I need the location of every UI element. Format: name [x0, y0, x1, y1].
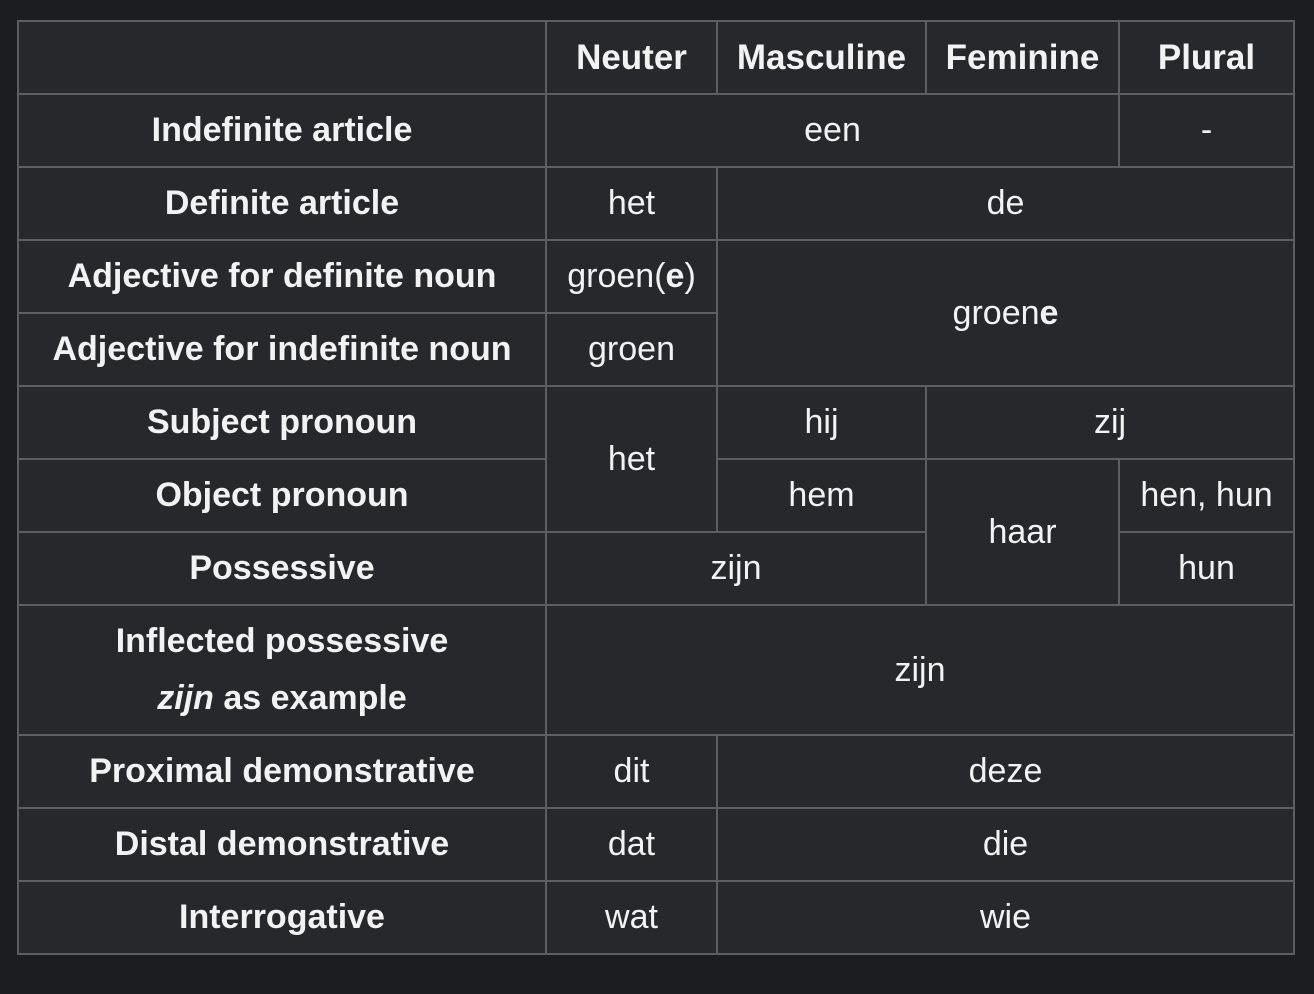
cell-haar: haar: [926, 459, 1119, 605]
ending-text: e: [1039, 293, 1059, 332]
table-row: [18, 881, 1294, 954]
cell-die: die: [717, 808, 1294, 881]
corner-cell: [18, 21, 546, 94]
cell-groen-e: [546, 240, 717, 313]
cell-dit: dit: [546, 735, 717, 808]
header-neuter: Neuter: [546, 21, 717, 94]
row-label-subject-pronoun: Subject pronoun: [18, 386, 546, 459]
header-masculine: Masculine: [717, 21, 926, 94]
cell-wie: wie: [717, 881, 1294, 954]
close-paren: ): [684, 257, 696, 295]
table-row: [18, 167, 1294, 240]
row-label-object-pronoun: Object pronoun: [18, 459, 546, 532]
stem-text: groen(: [567, 257, 666, 295]
cell-het-pronoun: het: [546, 386, 717, 532]
cell-zijn-possessive: zijn: [546, 532, 926, 605]
table-row: [18, 735, 1294, 808]
cell-hem: hem: [717, 459, 926, 532]
header-plural: Plural: [1119, 21, 1294, 94]
cell-groen: groen: [546, 313, 717, 386]
cell-zijn-inflected: zijn: [546, 605, 1294, 735]
stem-text: groen: [952, 293, 1040, 332]
row-label-inflected-possessive: [18, 605, 546, 735]
label-line2: [25, 679, 539, 718]
table-row: [18, 94, 1294, 167]
cell-groene: [717, 240, 1294, 386]
cell-wat: wat: [546, 881, 717, 954]
row-label-interrogative: Interrogative: [18, 881, 546, 954]
label-line1: Inflected possessive: [115, 622, 449, 660]
cell-hen-hun: hen, hun: [1119, 459, 1294, 532]
row-label-distal: Distal demonstrative: [18, 808, 546, 881]
cell-een: een: [546, 94, 1119, 167]
dutch-gender-table: [17, 20, 1295, 955]
table-row: [18, 605, 1294, 735]
cell-deze: deze: [717, 735, 1294, 808]
row-label-proximal: Proximal demonstrative: [18, 735, 546, 808]
row-label-adjective-indefinite: Adjective for indefinite noun: [18, 313, 546, 386]
row-label-possessive: Possessive: [18, 532, 546, 605]
cell-hun: hun: [1119, 532, 1294, 605]
header-row: [18, 21, 1294, 94]
cell-plural-none: -: [1119, 94, 1294, 167]
row-label-indefinite-article: Indefinite article: [18, 94, 546, 167]
label-italic-zijn: zijn: [157, 679, 214, 717]
label-as-example: as example: [213, 679, 407, 717]
cell-zij: zij: [926, 386, 1294, 459]
cell-hij: hij: [717, 386, 926, 459]
table-row: [18, 386, 1294, 459]
ending-text: e: [665, 257, 685, 295]
cell-dat: dat: [546, 808, 717, 881]
cell-de: de: [717, 167, 1294, 240]
table-row: [18, 808, 1294, 881]
row-label-adjective-definite: Adjective for definite noun: [18, 240, 546, 313]
cell-het: het: [546, 167, 717, 240]
table-container: [17, 20, 1295, 955]
table-row: [18, 240, 1294, 313]
row-label-definite-article: Definite article: [18, 167, 546, 240]
header-feminine: Feminine: [926, 21, 1119, 94]
